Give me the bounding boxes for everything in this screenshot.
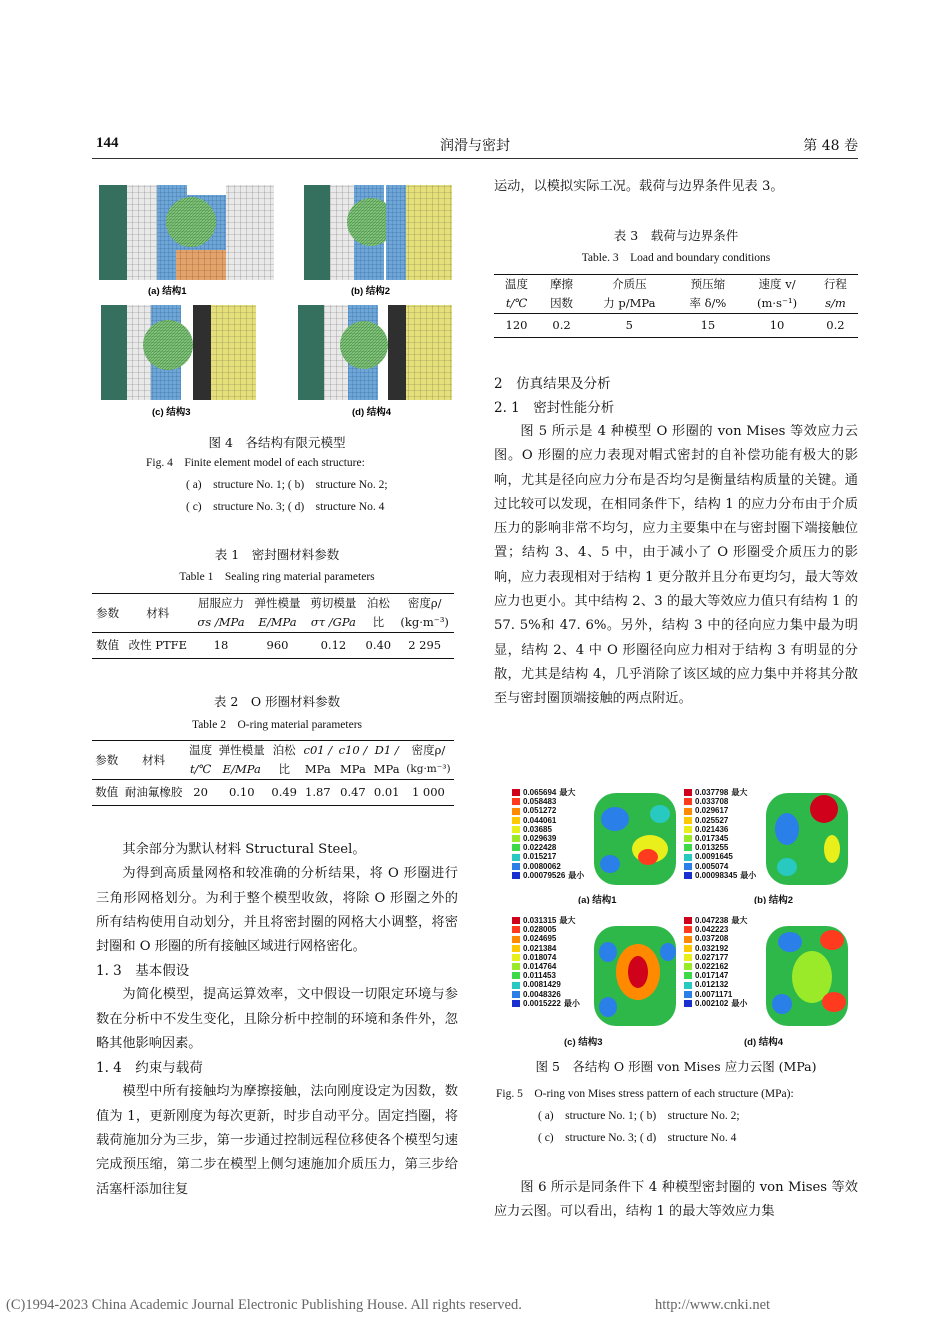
legend-entry — [684, 971, 747, 980]
t2-h7a: 密度ρ/ — [411, 743, 446, 757]
left-p1: 其余部分为默认材料 Structural Steel。 — [122, 842, 366, 857]
legend-value: 0.0015222 — [523, 998, 561, 1008]
t1-h3a: 剪切模量 — [310, 596, 357, 610]
t1-h4a: 泊松 — [366, 596, 390, 610]
legend-swatch — [512, 872, 520, 879]
legend-swatch — [684, 917, 692, 924]
fig5-label-d: (d) 结构4 — [744, 1037, 784, 1048]
legend-swatch — [684, 872, 692, 879]
legend-entry — [512, 825, 584, 834]
legend-entry — [512, 999, 580, 1008]
legend-value: 0.015217 — [523, 852, 557, 862]
legend-value: 0.0081429 — [523, 980, 561, 990]
t1-h1a: 屈服应力 — [198, 596, 244, 610]
fig5-panel-b — [684, 784, 864, 904]
legend-entry — [512, 962, 580, 971]
t2-h5a: c10 / — [338, 743, 368, 757]
t3-h2b: 因数 — [550, 296, 574, 310]
t3-v6: 0.2 — [826, 318, 845, 332]
t3-h6a: 行程 — [823, 277, 847, 291]
t1-h4b: 比 — [372, 615, 385, 629]
legend-max-tag: 最大 — [731, 788, 748, 797]
t2-h-material: 材料 — [121, 741, 185, 780]
legend-value: 0.00079526 — [523, 870, 566, 880]
legend-value: 0.027177 — [695, 952, 729, 962]
t2-v2: 0.10 — [228, 785, 255, 799]
legend-value: 0.058483 — [523, 797, 557, 807]
legend-entry — [512, 953, 580, 962]
legend-swatch — [684, 826, 692, 833]
cnki-url[interactable]: http://www.cnki.net — [655, 1297, 771, 1313]
legend-value: 0.042223 — [695, 925, 729, 935]
table3-caption-en: Table. 3 Load and boundary conditions — [581, 252, 771, 264]
legend-value: 0.0080062 — [523, 861, 561, 871]
legend-entry — [512, 816, 584, 825]
t1-h1b: σs /MPa — [197, 615, 245, 629]
legend-swatch — [684, 854, 692, 861]
legend-value: 0.029639 — [523, 834, 557, 844]
table2 — [92, 740, 454, 806]
legend-value: 0.033708 — [695, 797, 729, 807]
right-p0 — [494, 175, 858, 199]
t1-h5b: (kg·m⁻³) — [400, 615, 449, 629]
fig4-label-b: (b) 结构2 — [351, 286, 391, 297]
table3-caption-cn: 表 3 载荷与边界条件 — [613, 228, 739, 243]
legend-entry — [684, 825, 756, 834]
legend-entry — [512, 852, 584, 861]
legend-min-tag: 最小 — [740, 870, 757, 880]
left-p2: 为得到高质量网格和较准确的分析结果，将 O 形圈进行三角形网格划分。为利于整个模型收敛，将除 O 形圈之外的所有结构使用自动划分，并且将密封圈的网格大小调整，将密封圈和 O 形圈的所有接触区域进行网格密化。 — [96, 866, 458, 955]
t3-v3: 5 — [625, 318, 633, 332]
legend-entry — [512, 806, 584, 815]
t2-h3a: 泊松 — [272, 743, 296, 757]
legend-value: 0.037798 — [695, 788, 729, 797]
figure-4 — [96, 180, 458, 425]
legend-entry — [684, 916, 747, 925]
legend-swatch — [512, 972, 520, 979]
legend-value: 0.021384 — [523, 943, 557, 953]
legend-entry — [684, 934, 747, 943]
fig5-legend-b — [684, 788, 756, 880]
fig4-label-d: (d) 结构4 — [352, 407, 392, 418]
t3-h5a: 速度 v/ — [758, 277, 796, 291]
legend-entry — [684, 834, 756, 843]
legend-value: 0.025527 — [695, 815, 729, 825]
legend-value: 0.00098345 — [695, 870, 738, 880]
right-body — [494, 372, 858, 712]
legend-swatch — [512, 835, 520, 842]
legend-entry — [512, 797, 584, 806]
t3-h3b: 力 p/MPa — [603, 296, 656, 310]
legend-value: 0.022162 — [695, 962, 729, 972]
legend-value: 0.029617 — [695, 806, 729, 816]
legend-swatch — [512, 963, 520, 970]
fig5-caption-en-3: ( c) structure No. 3; ( d) structure No. 4 — [538, 1132, 737, 1144]
t2-h6b: MPa — [373, 762, 400, 776]
t3-h5b: (m·s⁻¹) — [757, 296, 798, 310]
legend-value: 0.011453 — [523, 971, 556, 981]
model-a — [99, 185, 274, 280]
t3-h4a: 预压缩 — [690, 277, 726, 291]
t2-v3: 0.49 — [271, 785, 297, 799]
left-p4: 模型中所有接触均为摩擦接触，法向刚度设定为因数，数值为 1，更新刚度为每次更新，时步自动平分。固定挡圈，将载荷施加分为三步，第一步通过控制远程位移使各个模型匀速完成预压缩，第二步在模型上侧匀速施加介质压力，第三步给活塞杆添加往复 — [96, 1084, 458, 1197]
legend-swatch — [512, 945, 520, 952]
legend-swatch — [512, 926, 520, 933]
legend-entry — [684, 843, 756, 852]
legend-entry — [684, 925, 747, 934]
t2-v4: 1.87 — [305, 785, 331, 799]
t3-v5: 10 — [769, 318, 785, 332]
legend-entry — [512, 990, 580, 999]
legend-swatch — [684, 982, 692, 989]
legend-value: 0.047238 — [695, 916, 729, 925]
legend-entry — [684, 999, 747, 1008]
legend-entry — [512, 862, 584, 871]
legend-value: 0.017147 — [695, 971, 729, 981]
t2-v5: 0.47 — [340, 785, 366, 799]
t1-v3: 0.12 — [320, 638, 347, 652]
table2-caption-en: Table 2 O-ring material parameters — [191, 719, 363, 731]
t1-h2a: 弹性模量 — [254, 596, 301, 610]
left-p3: 为简化模型，提高运算效率，文中假设一切限定环境与参数在分析中不发生变化，且除分析中控制的环境和条件外，忽略其他影响因素。 — [96, 987, 458, 1052]
t1-v2: 960 — [266, 638, 289, 652]
legend-value: 0.037208 — [695, 934, 729, 944]
legend-swatch — [512, 808, 520, 815]
legend-value: 0.031315 — [523, 916, 557, 925]
oring-stress-d — [762, 922, 852, 1032]
legend-swatch — [684, 1000, 692, 1007]
legend-swatch — [512, 936, 520, 943]
volume: 第 48 卷 — [803, 138, 858, 154]
legend-swatch — [684, 817, 692, 824]
fig5-caption-en-2: ( a) structure No. 1; ( b) structure No. 2; — [538, 1110, 740, 1122]
legend-swatch — [512, 917, 520, 924]
legend-value: 0.017345 — [695, 834, 729, 844]
legend-value: 0.044061 — [523, 815, 557, 825]
legend-swatch — [684, 963, 692, 970]
t2-row-material: 耐油氟橡胶 — [124, 785, 183, 799]
t3-v1: 120 — [505, 318, 528, 332]
legend-value: 0.002102 — [695, 998, 729, 1008]
legend-swatch — [512, 798, 520, 805]
model-c — [101, 305, 256, 400]
t1-row-label: 数值 — [96, 638, 120, 652]
legend-entry — [512, 934, 580, 943]
legend-value: 0.0048326 — [523, 989, 561, 999]
legend-entry — [512, 944, 580, 953]
t3-v4: 15 — [700, 318, 716, 332]
right-p2 — [494, 1176, 858, 1225]
t3-h1b: t/℃ — [505, 296, 528, 310]
t3-h2a: 摩擦 — [550, 277, 574, 291]
t2-h6a: D1 / — [374, 743, 399, 757]
legend-max-tag: 最大 — [731, 916, 748, 925]
legend-value: 0.012132 — [695, 980, 729, 990]
fig5-panel-d — [684, 912, 864, 1048]
t2-h7b: (kg·m⁻³) — [406, 763, 451, 775]
legend-min-tag: 最小 — [731, 998, 748, 1008]
legend-swatch — [684, 808, 692, 815]
legend-entry — [512, 843, 584, 852]
table1-caption-en: Table 1 Sealing ring material parameters — [179, 571, 375, 583]
left-body — [96, 838, 458, 1202]
t2-h4b: MPa — [304, 762, 331, 776]
t1-v4: 0.40 — [365, 638, 392, 652]
t1-row-material: 改性 PTFE — [128, 638, 188, 652]
legend-swatch — [512, 863, 520, 870]
legend-min-tag: 最小 — [563, 998, 580, 1008]
legend-max-tag: 最大 — [559, 788, 576, 797]
legend-swatch — [512, 991, 520, 998]
legend-swatch — [684, 945, 692, 952]
t2-v1: 20 — [193, 785, 208, 799]
t2-h4a: c01 / — [303, 743, 333, 757]
oring-stress-c — [590, 922, 680, 1032]
t3-v2: 0.2 — [552, 318, 571, 332]
legend-swatch — [684, 926, 692, 933]
legend-entry — [684, 806, 756, 815]
fig5-caption-cn: 图 5 各结构 O 形圈 von Mises 应力云图 (MPa) — [535, 1059, 817, 1074]
legend-swatch — [684, 863, 692, 870]
legend-value: 0.0091645 — [695, 852, 733, 862]
legend-entry — [684, 852, 756, 861]
legend-swatch — [684, 936, 692, 943]
legend-entry — [512, 916, 580, 925]
journal-name: 润滑与密封 — [440, 138, 510, 154]
legend-entry — [684, 797, 756, 806]
legend-swatch — [512, 789, 520, 796]
t2-h2b: E/MPa — [222, 762, 261, 776]
legend-swatch — [684, 991, 692, 998]
table1-caption-cn: 表 1 密封圈材料参数 — [214, 547, 340, 562]
legend-entry — [512, 971, 580, 980]
legend-entry — [684, 990, 747, 999]
t2-h2a: 弹性模量 — [218, 743, 265, 757]
legend-entry — [512, 925, 580, 934]
t1-h-param: 参数 — [92, 594, 123, 633]
fig4-caption-en-1: Fig. 4 Finite element model of each structure: — [146, 457, 365, 469]
legend-value: 0.022428 — [523, 843, 557, 853]
legend-swatch — [512, 1000, 520, 1007]
legend-entry — [684, 962, 747, 971]
legend-value: 0.014764 — [523, 962, 557, 972]
legend-value: 0.0071171 — [695, 989, 733, 999]
fig5-legend-c — [512, 916, 580, 1008]
fig5-label-c: (c) 结构3 — [564, 1037, 603, 1048]
section-1-4: 1. 4 约束与载荷 — [96, 1060, 203, 1077]
legend-entry — [684, 953, 747, 962]
legend-swatch — [512, 854, 520, 861]
legend-entry — [684, 816, 756, 825]
t2-h5b: MPa — [340, 762, 366, 776]
section-2-1: 2. 1 密封性能分析 — [494, 400, 615, 416]
fig4-caption-en-2: ( a) structure No. 1; ( b) structure No. 2; — [186, 479, 388, 491]
copyright: (C)1994-2023 China Academic Journal Electronic Publishing House. All rights reserved. — [6, 1297, 522, 1313]
t2-v6: 0.01 — [373, 785, 400, 799]
fig4-caption-cn: 图 4 各结构有限元模型 — [208, 435, 346, 450]
legend-value: 0.013255 — [695, 843, 729, 853]
t1-h5a: 密度ρ/ — [407, 596, 442, 610]
legend-entry — [684, 980, 747, 989]
t2-h3b: 比 — [278, 762, 290, 776]
legend-swatch — [512, 826, 520, 833]
t2-h1a: 温度 — [189, 743, 213, 757]
t3-h4b: 率 δ/% — [689, 296, 727, 310]
t3-h3a: 介质压 — [612, 277, 647, 291]
header-rule — [92, 158, 858, 159]
table3 — [494, 274, 858, 338]
t2-h-param: 参数 — [92, 741, 121, 780]
legend-entry — [512, 871, 584, 880]
legend-value: 0.032192 — [695, 943, 729, 953]
legend-entry — [512, 788, 584, 797]
legend-value: 0.065694 — [523, 788, 557, 797]
legend-entry — [512, 834, 584, 843]
fig5-legend-d — [684, 916, 747, 1008]
t1-h3b: στ /GPa — [310, 615, 356, 629]
oring-stress-a — [590, 789, 680, 889]
table2-caption-cn: 表 2 O 形圈材料参数 — [213, 694, 341, 709]
legend-swatch — [684, 954, 692, 961]
legend-swatch — [512, 817, 520, 824]
legend-min-tag: 最小 — [568, 870, 585, 880]
fig4-label-c: (c) 结构3 — [152, 407, 191, 418]
fig5-label-a: (a) 结构1 — [578, 895, 617, 904]
legend-entry — [684, 871, 756, 880]
oring-stress-b — [762, 789, 852, 889]
legend-value: 0.024695 — [523, 934, 557, 944]
legend-swatch — [684, 844, 692, 851]
section-2: 2 仿真结果及分析 — [494, 376, 611, 392]
t2-v7: 1 000 — [411, 785, 445, 799]
section-1-3: 1. 3 基本假设 — [96, 963, 190, 980]
t1-v1: 18 — [213, 638, 229, 652]
legend-value: 0.005074 — [695, 861, 729, 871]
fig5-label-b: (b) 结构2 — [754, 895, 794, 904]
t2-row-label: 数值 — [95, 785, 119, 799]
model-b — [304, 185, 452, 280]
right-p1: 图 5 所示是 4 种模型 O 形圈的 von Mises 等效应力云图。O 形圈的应力表现对帽式密封的自补偿功能有极大的影响，尤其是径向应力分布是否均匀是衡量结构质量的关键。通过比较可以发现，在相同条件下，结构 1 的应力分布由于介质压力的影响非常不均匀，应力主要集中在与密封圈下端接触位置；结构 3、4、5 中，由于减小了 O 形圈受介质压力的影响，应力表现相对于结构 1 更分散并且分布更均匀，最大等效应力也更小。其中结构 2、3 的最大等效应力值只有结构 1 的 57. 5%和 47. 6%。另外，结构 3 中的径向应力集中最为明显，结构 2、4 中 O 形圈径向应力相对于结构 3 有明显的分散，尤其是结构 4，几乎消除了该区域的应力集中并将其分散至与密封圈顶端接触的两点附近。 — [494, 424, 858, 707]
fig4-label-a: (a) 结构1 — [148, 286, 187, 297]
legend-value: 0.028005 — [523, 925, 557, 935]
legend-value: 0.018074 — [523, 952, 557, 962]
legend-entry — [512, 980, 580, 989]
table1 — [92, 593, 454, 659]
fig5-legend-a — [512, 788, 584, 880]
legend-entry — [684, 788, 756, 797]
legend-swatch — [684, 972, 692, 979]
legend-swatch — [512, 982, 520, 989]
legend-entry — [684, 862, 756, 871]
legend-swatch — [684, 798, 692, 805]
right-p0-text: 运动，以模拟实际工况。载荷与边界条件见表 3。 — [494, 179, 784, 194]
fig5-caption-en-1: Fig. 5 O-ring von Mises stress pattern of each structure (MPa): — [496, 1088, 794, 1100]
legend-swatch — [684, 789, 692, 796]
legend-max-tag: 最大 — [559, 916, 576, 925]
legend-entry — [684, 944, 747, 953]
t1-v5: 2 295 — [408, 638, 442, 652]
page-number: 144 — [96, 135, 119, 151]
t3-h6b: s/m — [825, 296, 846, 310]
legend-value: 0.021436 — [695, 824, 729, 834]
right-p2-text: 图 6 所示是同条件下 4 种模型密封圈的 von Mises 等效应力云图。可以看出，结构 1 的最大等效应力集 — [494, 1180, 858, 1220]
t2-h1b: t/℃ — [189, 762, 212, 776]
fig4-caption-en-3: ( c) structure No. 3; ( d) structure No. 4 — [186, 501, 385, 513]
legend-swatch — [684, 835, 692, 842]
legend-value: 0.051272 — [523, 806, 557, 816]
t1-h2b: E/MPa — [258, 615, 297, 629]
fe-model-image — [96, 180, 458, 425]
t1-h-material: 材料 — [123, 594, 192, 633]
legend-swatch — [512, 954, 520, 961]
model-d — [298, 305, 452, 400]
legend-swatch — [512, 844, 520, 851]
legend-value: 0.03685 — [523, 824, 552, 834]
t3-h1a: 温度 — [505, 277, 529, 291]
